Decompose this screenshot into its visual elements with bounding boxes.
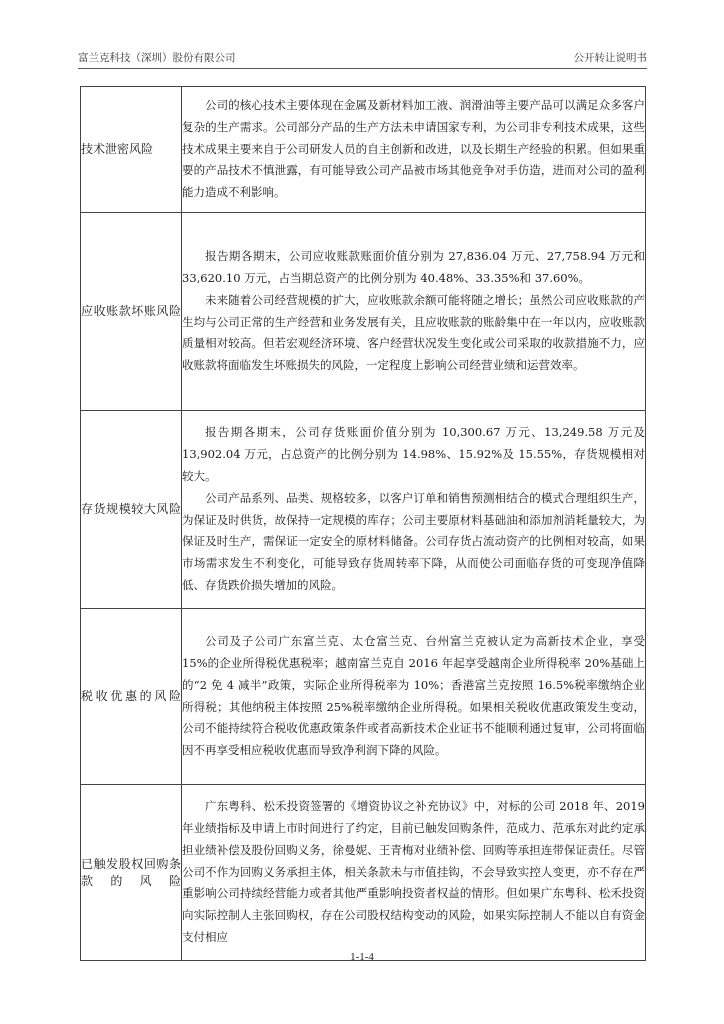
- table-row: [81, 609, 646, 785]
- table-row: [81, 213, 646, 411]
- risk-title: 已触发股权回购条款的风险: [81, 785, 182, 961]
- risk-paragraph: 公司及子公司广东富兰克、太仓富兰克、台州富兰克被认定为高新技术企业，享受 15%的企业所得税优惠税率；越南富兰克自 2016 年起享受越南企业所得税率 20%基础上的“2 免 4 减半”政策，实际企业所得税率为 10%；香港富兰克按照 16.5%税率缴纳企业所得税；其他纳税主体按照 25%税率缴纳企业所得税。如果相关税收优惠政策发生变动，公司不能持续符合税收优惠政策条件或者高新技术企业证书不能顺利通过复审，公司将面临因不再享受相应税收优惠而导致净利润下降的风险。: [182, 633, 645, 758]
- risk-description: [182, 785, 646, 961]
- risk-description: [182, 213, 646, 411]
- risk-paragraph: 报告期各期末，公司存货账面价值分别为 10,300.67 万元、13,249.58 万元及13,902.04 万元，占总资产的比例分别为 14.98%、15.92%及 15.55%，存货规模相对较大。: [182, 424, 645, 483]
- table-row: [81, 411, 646, 609]
- risk-title: 应收账款坏账风险: [81, 213, 182, 411]
- risk-paragraph: 未来随着公司经营规模的扩大，应收账款余额可能将随之增长；虽然公司应收账款的产生均与公司正常的生产经营和业务发展有关，且应收账款的账龄集中在一年以内，应收账款质量相对较高。但若宏观经济环境、客户经营状况发生变化或公司采取的收款措施不力，应收账款将面临发生坏账损失的风险，一定程度上影响公司经营业绩和运营效率。: [182, 292, 645, 373]
- risk-title: 存货规模较大风险: [81, 411, 182, 609]
- risk-title: 技术泄密风险: [81, 87, 182, 213]
- header-document-title: 公开转让说明书: [573, 52, 647, 64]
- risk-table: [80, 86, 646, 961]
- risk-description: [182, 87, 646, 213]
- table-row: [81, 87, 646, 213]
- risk-paragraph: 报告期各期末，公司应收账款账面价值分别为 27,836.04 万元、27,758.94 万元和 33,620.10 万元，占当期总资产的比例分别为 40.48%、33.35%和 37.60%。: [182, 248, 645, 285]
- risk-description: [182, 411, 646, 609]
- risk-paragraph: 广东粤科、松禾投资签署的《增资协议之补充协议》中，对标的公司 2018 年、2019 年业绩指标及申请上市时间进行了约定，目前已触发回购条件，范成力、范承东对此约定承担业绩补偿及股份回购义务，徐曼妮、王青梅对业绩补偿、回购等承担连带保证责任。尽管公司不作为回购义务承担主体，相关条款未与市值挂钩，不会导致实控人变更，亦不存在严重影响公司持续经营能力或者其他严重影响投资者权益的情形。但如果广东粤科、松禾投资向实际控制人主张回购权，存在公司股权结构变动的风险，如果实际控制人不能以自有资金支付相应: [182, 798, 645, 945]
- risk-paragraph: 公司的核心技术主要体现在金属及新材料加工液、润滑油等主要产品可以满足众多客户复杂的生产需求。公司部分产品的生产方法未申请国家专利，为公司非专利技术成果，这些技术成果主要来自于公司研发人员的自主创新和改进，以及长期生产经验的积累。但如果重要的产品技术不慎泄露，有可能导致公司产品被市场其他竞争对手仿造，进而对公司的盈利能力造成不利影响。: [182, 97, 645, 200]
- header-divider: [78, 68, 647, 69]
- table-row: [81, 785, 646, 961]
- page-number: 1-1-4: [350, 951, 374, 963]
- risk-paragraph: 公司产品系列、品类、规格较多，以客户订单和销售预测相结合的模式合理组织生产，为保证及时供货，故保持一定规模的库存；公司主要原材料基础油和添加剂消耗量较大，为保证及时生产，需保证一定安全的原材料储备。公司存货占流动资产的比例相对较高，如果市场需求发生不利变化，可能导致存货周转率下降，从而使公司面临存货的可变现净值降低、存货跌价损失增加的风险。: [182, 490, 645, 593]
- header-company-name: 富兰克科技（深圳）股份有限公司: [78, 52, 236, 64]
- page-header: [78, 50, 647, 68]
- risk-description: [182, 609, 646, 785]
- risk-title: 税收优惠的风险: [81, 609, 182, 785]
